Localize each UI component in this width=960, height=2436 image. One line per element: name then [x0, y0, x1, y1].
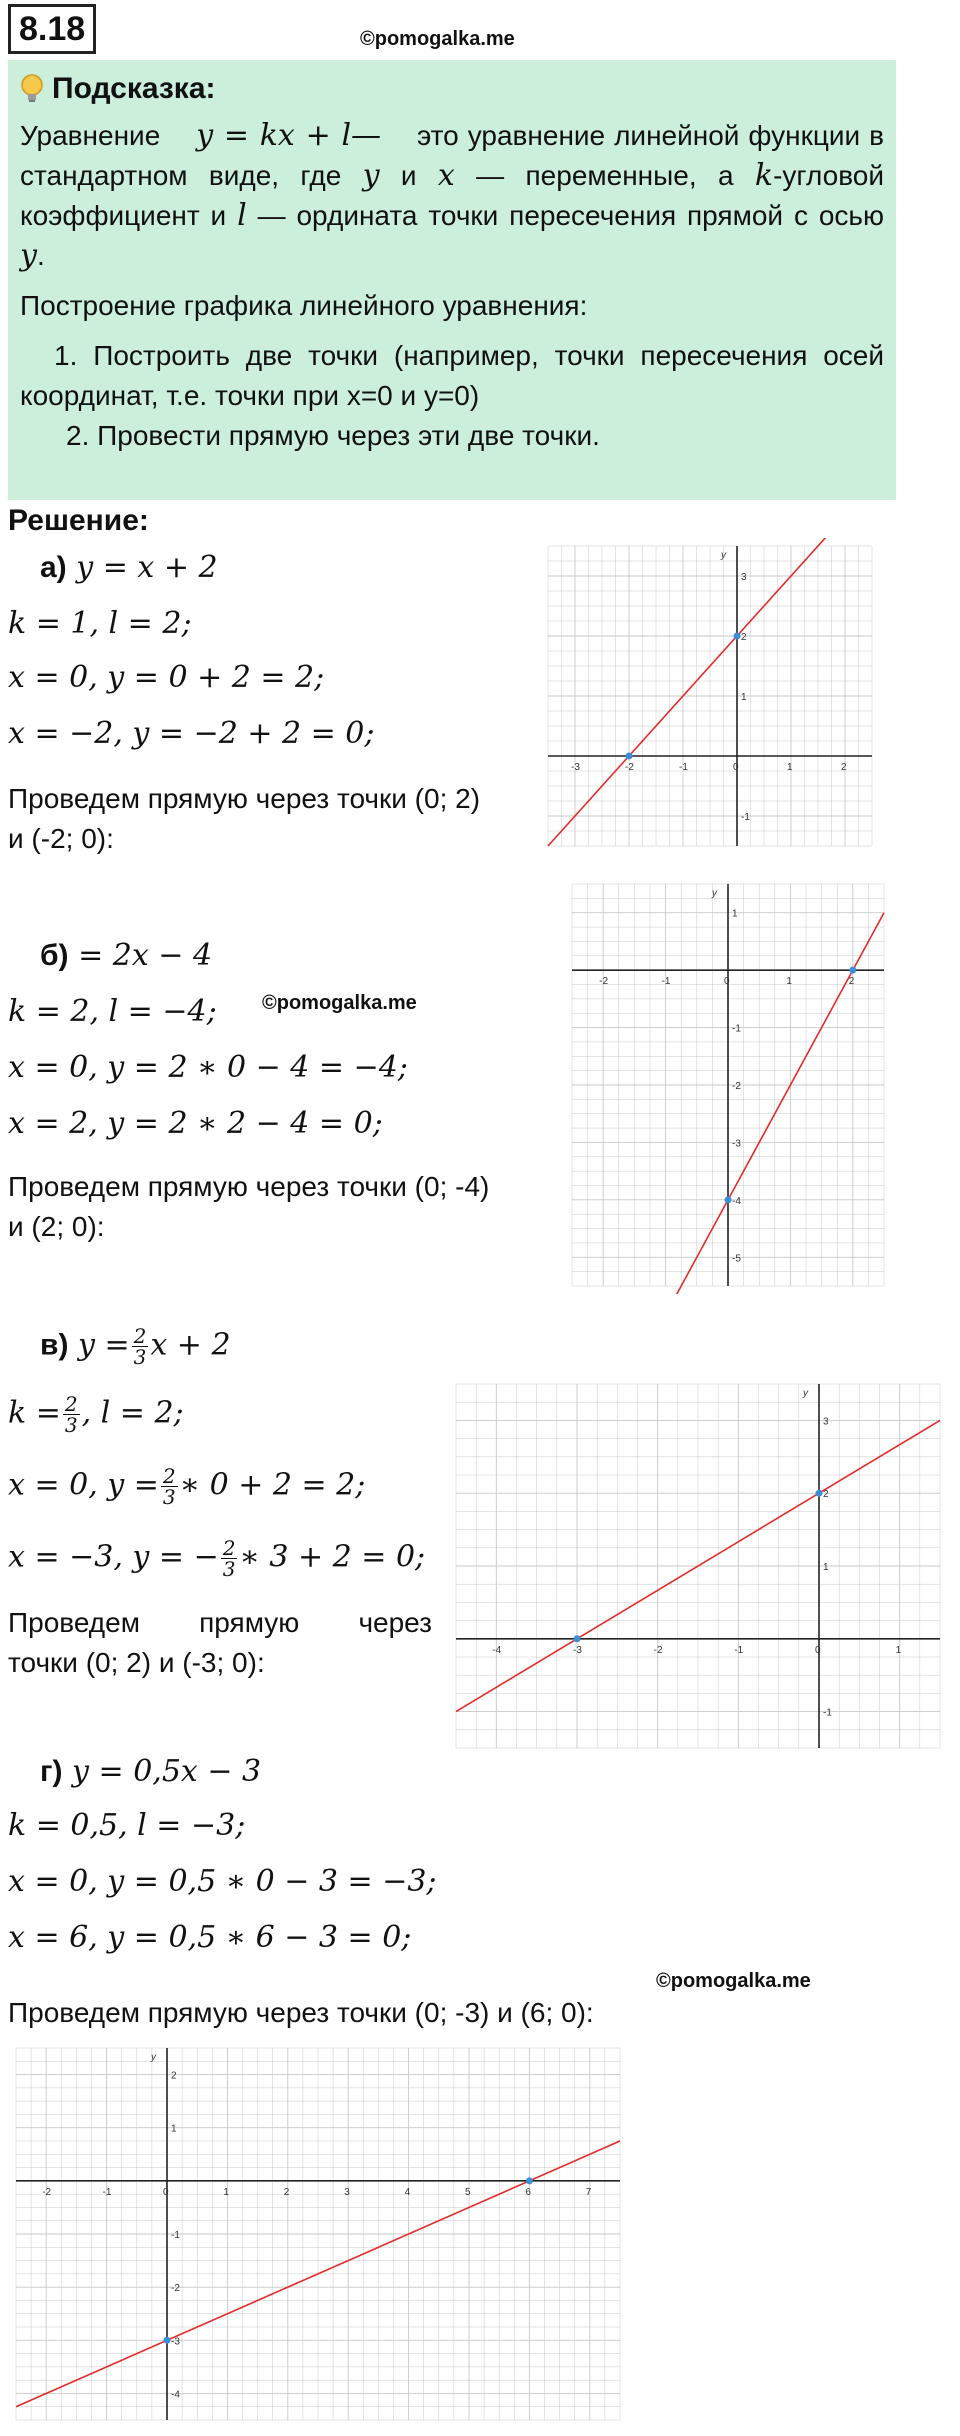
- y-tick-label: 1: [171, 2123, 177, 2135]
- graph-c: [448, 1376, 948, 1756]
- solution-title: Решение:: [8, 504, 149, 537]
- x-tick-label: -1: [661, 976, 671, 988]
- y-tick-label: 3: [823, 1416, 829, 1428]
- graph-point: [734, 633, 741, 640]
- y-tick-label: -4: [171, 2389, 180, 2401]
- y-tick-label: -5: [732, 1253, 741, 1265]
- watermark: ©pomogalka.me: [360, 28, 515, 50]
- y-tick-label: -1: [732, 1023, 741, 1035]
- x-tick-label: 3: [344, 2186, 350, 2198]
- x-tick-label: 4: [404, 2186, 411, 2198]
- part-b-text2: и (2; 0):: [8, 1211, 105, 1242]
- x-tick-label: 5: [465, 2186, 471, 2198]
- x-tick-label: -3: [573, 1644, 582, 1656]
- y-tick-label: 1: [823, 1562, 829, 1573]
- exercise-number: 8.18: [8, 4, 96, 54]
- part-a-text2: и (-2; 0):: [8, 823, 114, 854]
- part-b-text1: Проведем прямую через точки (0; -4): [8, 1171, 490, 1202]
- graph-b: [564, 876, 892, 1294]
- watermark-b: ©pomogalka.me: [262, 992, 417, 1014]
- x-tick-label: 1: [223, 2186, 229, 2198]
- part-c-equation: в) y = $\frac{2}{3}$ x + 2: [40, 1324, 231, 1369]
- graph-a: [540, 538, 880, 854]
- watermark-d: ©pomogalka.me: [656, 1970, 811, 1992]
- y-tick-label: 1: [741, 692, 747, 703]
- x-tick-label: -1: [102, 2186, 112, 2198]
- hint-box: [8, 60, 896, 500]
- x-tick-label: -3: [571, 762, 580, 773]
- x-tick-label: 6: [525, 2186, 531, 2198]
- y-tick-label: 1: [732, 908, 738, 920]
- y-axis-label: y: [721, 550, 726, 561]
- lightbulb-icon: [20, 74, 44, 104]
- y-tick-label: -3: [732, 1138, 741, 1150]
- part-d-line1: k = 0,5, l = −3;: [8, 1808, 246, 1843]
- y-tick-label: -4: [732, 1195, 741, 1207]
- part-d-line3: x = 6, y = 0,5 ∗ 6 − 3 = 0;: [8, 1920, 412, 1955]
- y-tick-label: 2: [823, 1489, 829, 1501]
- part-a-text1: Проведем прямую через точки (0; 2): [8, 783, 481, 814]
- part-c-line1: k = $\frac{2}{3}$ , l = 2;: [8, 1392, 184, 1437]
- x-tick-label: -2: [625, 762, 634, 773]
- x-tick-label: 0: [724, 976, 730, 988]
- hint-step-1: 1. Построить две точки (например, точки пересечения осей координат, т.е. точки при x=0 и y=0): [20, 340, 884, 411]
- part-a-equation: а) y = x + 2: [40, 550, 218, 585]
- graph-point: [574, 1635, 581, 1642]
- part-b-line1: k = 2, l = −4;: [8, 994, 217, 1029]
- y-tick-label: -2: [732, 1081, 741, 1092]
- part-b-equation: б) = 2x − 4: [40, 938, 213, 973]
- x-tick-label: 0: [733, 762, 739, 773]
- part-c-line3: x = −3, y = − $\frac{2}{3}$ ∗ 3 + 2 = 0;: [8, 1536, 426, 1581]
- part-c-line2: x = 0, y = $\frac{2}{3}$ ∗ 0 + 2 = 2;: [8, 1464, 366, 1509]
- hint-title: [20, 72, 884, 106]
- hint-paragraph-2: Построение графика линейного уравнения:: [20, 290, 588, 321]
- y-tick-label: 3: [741, 572, 747, 583]
- x-tick-label: 2: [841, 762, 847, 773]
- part-a-line2: x = 0, y = 0 + 2 = 2;: [8, 660, 325, 695]
- hint-step-2: 2. Провести прямую через эти две точки.: [66, 420, 600, 451]
- graph-point: [626, 753, 633, 760]
- x-tick-label: -2: [653, 1644, 663, 1656]
- x-tick-label: -4: [492, 1644, 502, 1656]
- y-tick-label: -1: [171, 2230, 180, 2241]
- graph-d: [8, 2040, 628, 2428]
- hint-title-text: Подсказка:: [52, 72, 216, 105]
- y-axis-label: y: [151, 2052, 156, 2063]
- x-tick-label: -2: [599, 976, 609, 988]
- x-tick-label: 7: [585, 2186, 592, 2198]
- graph-point: [164, 2337, 171, 2344]
- part-c-text1: Проведем прямую через: [8, 1607, 432, 1638]
- part-b-line3: x = 2, y = 2 ∗ 2 − 4 = 0;: [8, 1106, 383, 1141]
- part-a-line1: k = 1, l = 2;: [8, 606, 192, 641]
- x-tick-label: 0: [163, 2186, 169, 2198]
- y-tick-label: 2: [171, 2070, 177, 2082]
- x-tick-label: 2: [283, 2186, 290, 2198]
- y-axis-label: y: [712, 888, 717, 899]
- part-c-text2: точки (0; 2) и (-3; 0):: [8, 1647, 265, 1678]
- part-d-equation: г) y = 0,5x − 3: [40, 1754, 262, 1789]
- graph-point: [849, 967, 856, 974]
- y-tick-label: -1: [741, 812, 750, 823]
- y-tick-label: -3: [171, 2336, 180, 2348]
- x-tick-label: 2: [848, 976, 855, 988]
- part-a-line3: x = −2, y = −2 + 2 = 0;: [8, 716, 375, 751]
- x-tick-label: 1: [895, 1644, 902, 1656]
- x-tick-label: -1: [679, 762, 688, 773]
- part-b-line2: x = 0, y = 2 ∗ 0 − 4 = −4;: [8, 1050, 408, 1085]
- x-tick-label: -2: [42, 2186, 52, 2198]
- x-tick-label: 1: [787, 762, 793, 773]
- part-d-text1: Проведем прямую через точки (0; -3) и (6; 0):: [8, 1997, 594, 2028]
- x-tick-label: 1: [786, 976, 792, 988]
- y-tick-label: -2: [171, 2283, 180, 2295]
- part-d-line2: x = 0, y = 0,5 ∗ 0 − 3 = −3;: [8, 1864, 437, 1899]
- graph-point: [526, 2177, 533, 2184]
- graph-point: [816, 1490, 823, 1497]
- y-axis-label: y: [803, 1388, 808, 1399]
- graph-point: [725, 1196, 732, 1203]
- y-tick-label: -1: [823, 1707, 832, 1719]
- x-tick-label: 0: [815, 1644, 821, 1656]
- hint-paragraph-1: Уравнение y = kx + l— это уравнение линейной функции в стандартном виде, где y и x — переменные, а k-угловой коэффициент и l — ордината точки пересечения прямой с осью y.: [20, 118, 885, 273]
- x-tick-label: -1: [734, 1644, 744, 1656]
- y-tick-label: 2: [741, 632, 747, 643]
